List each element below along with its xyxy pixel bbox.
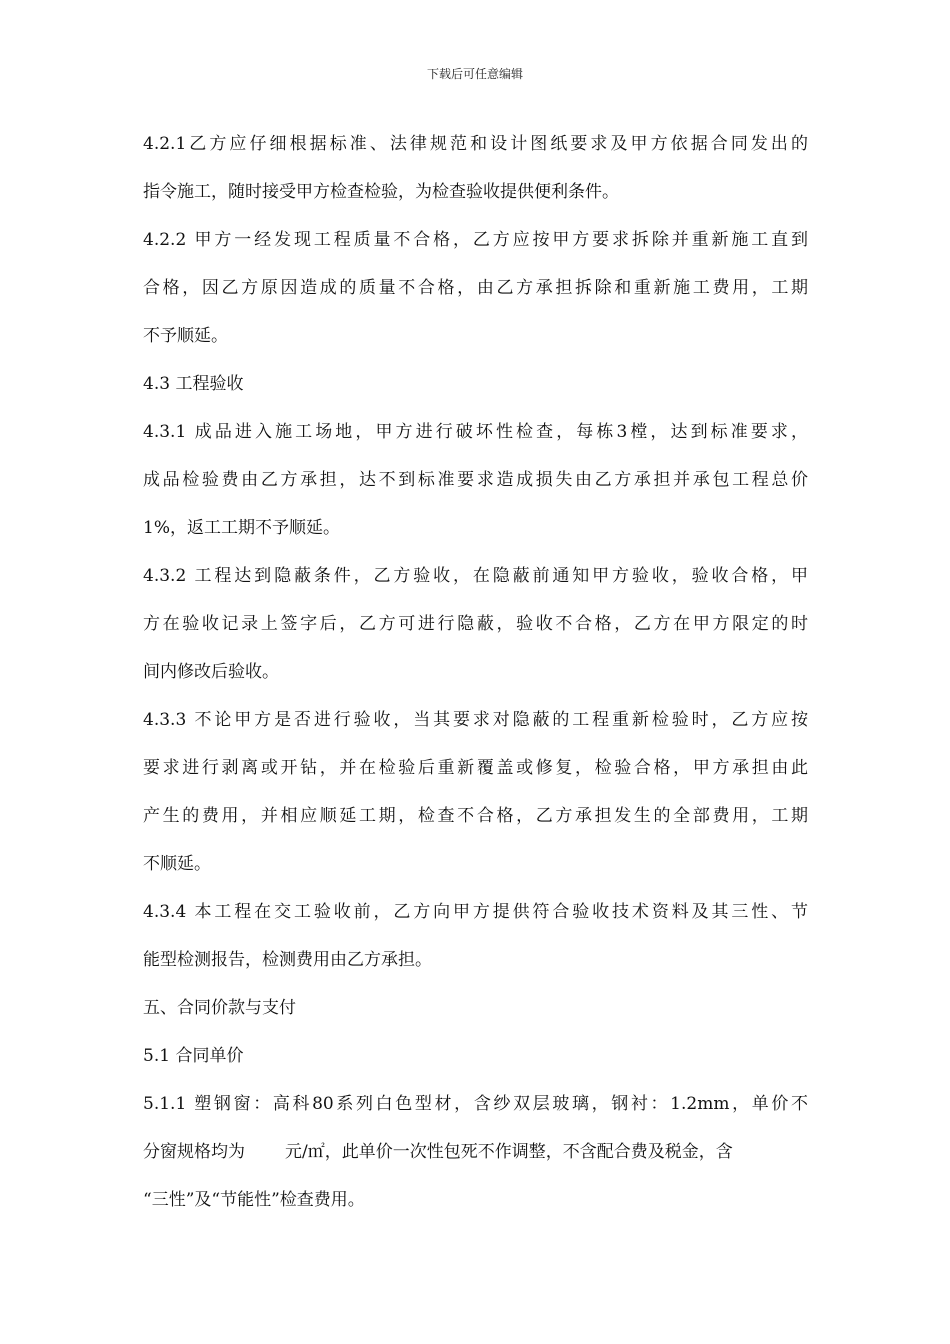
section-4-3-heading [143,360,808,408]
text-line: 4.3.1 成品进入施工场地，甲方进行破坏性检查，每栋3樘，达到标准要求， [143,422,808,442]
text-line: 不予顺延。 [143,326,228,346]
text-line: 5.1 合同单价 [143,1046,244,1066]
page-header-note: 下载后可任意编辑 [426,67,523,81]
clause-4-3-4 [143,888,808,984]
clause-4-3-1 [143,408,808,552]
document-body [143,120,808,1224]
text-fragment: 分窗规格均为 [143,1142,245,1162]
text-line: “三性”及“节能性”检查费用。 [143,1190,365,1210]
text-line: 指令施工，随时接受甲方检查检验，为检查验收提供便利条件。 [143,182,619,202]
text-line: 4.3.4 本工程在交工验收前，乙方向甲方提供符合验收技术资料及其三性、节 [143,902,808,922]
text-line: 成品检验费由乙方承担，达不到标准要求造成损失由乙方承担并承包工程总价 [143,470,808,490]
text-line [143,1128,808,1176]
text-fragment: 元/㎡，此单价一次性包死不作调整，不含配合费及税金，含 [285,1142,733,1162]
text-line: 方在验收记录上签字后，乙方可进行隐蔽，验收不合格，乙方在甲方限定的时 [143,614,808,634]
clause-4-2-1 [143,120,808,216]
section-5-1-heading [143,1032,808,1080]
text-line: 间内修改后验收。 [143,662,279,682]
text-line: 1%，返工工期不予顺延。 [143,518,340,538]
clause-4-3-2 [143,552,808,696]
text-line: 五、合同价款与支付 [143,998,296,1018]
text-line: 5.1.1 塑钢窗：高科80系列白色型材，含纱双层玻璃，钢衬：1.2mm，单价不 [143,1094,808,1114]
text-line: 4.3 工程验收 [143,374,244,394]
text-line: 要求进行剥离或开钻，并在检验后重新覆盖或修复，检验合格，甲方承担由此 [143,758,808,778]
text-line: 能型检测报告，检测费用由乙方承担。 [143,950,432,970]
text-line: 4.2.1乙方应仔细根据标准、法律规范和设计图纸要求及甲方依据合同发出的 [143,134,808,154]
clause-4-2-2 [143,216,808,360]
text-line: 4.2.2 甲方一经发现工程质量不合格，乙方应按甲方要求拆除并重新施工直到 [143,230,808,250]
clause-4-3-3 [143,696,808,888]
text-line: 产生的费用，并相应顺延工期，检查不合格，乙方承担发生的全部费用，工期 [143,806,808,826]
chapter-5-heading [143,984,808,1032]
text-line: 4.3.3 不论甲方是否进行验收，当其要求对隐蔽的工程重新检验时，乙方应按 [143,710,808,730]
text-line: 合格，因乙方原因造成的质量不合格，由乙方承担拆除和重新施工费用，工期 [143,278,808,298]
text-line: 4.3.2 工程达到隐蔽条件，乙方验收，在隐蔽前通知甲方验收，验收合格，甲 [143,566,808,586]
text-line: 不顺延。 [143,854,211,874]
clause-5-1-1 [143,1080,808,1224]
